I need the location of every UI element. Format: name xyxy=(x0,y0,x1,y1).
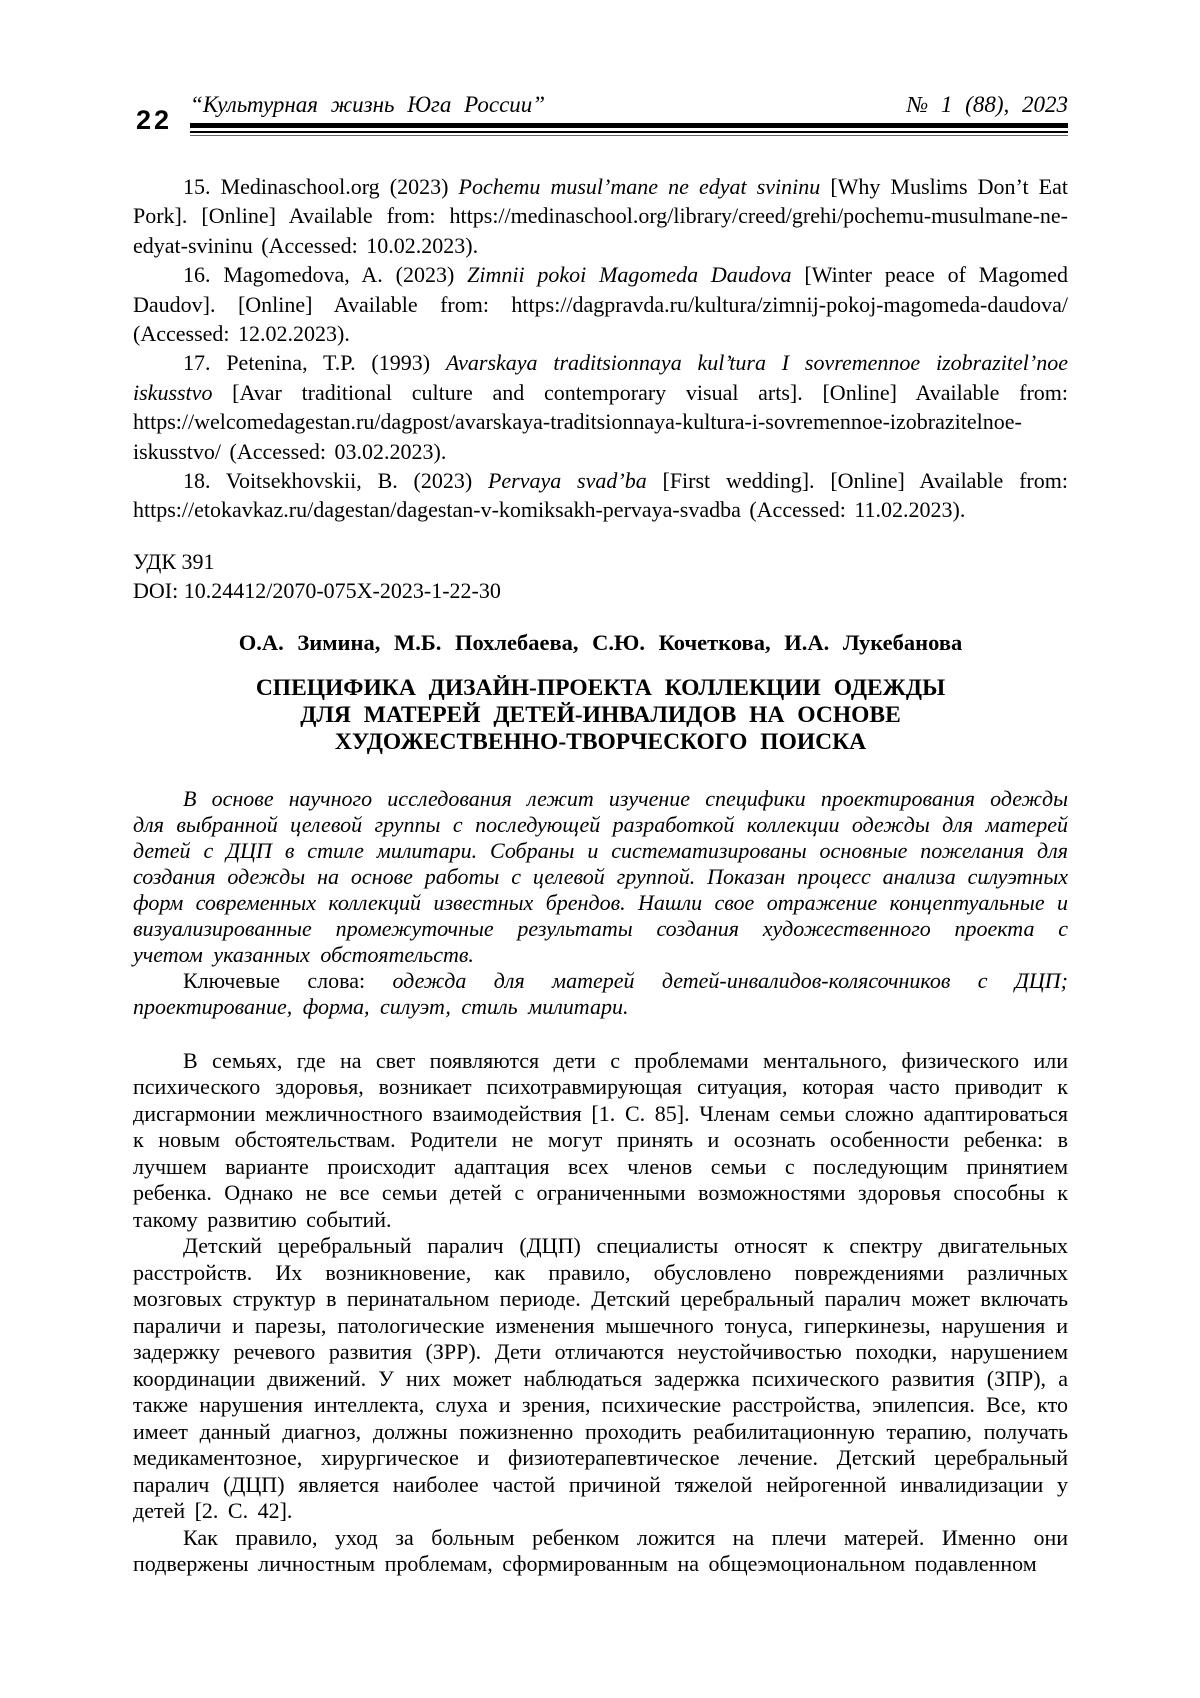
page-header xyxy=(136,92,1068,136)
rule-thick xyxy=(190,123,1068,128)
reference-item xyxy=(133,348,1068,466)
udc-code: УДК 391 xyxy=(133,548,215,574)
page-content xyxy=(133,172,1068,1578)
reference-title-italic: Pervaya svad’ba xyxy=(487,468,647,494)
article-title-line-1: СПЕЦИФИКА ДИЗАЙН-ПРОЕКТА КОЛЛЕКЦИИ ОДЕЖДЫ xyxy=(255,674,946,701)
journal-title: “Культурная жизнь Юга России” xyxy=(190,92,546,117)
abstract-text: В основе научного исследования лежит изучение специфики проектирования одежды для выбранной целевой группы с последующей разработкой коллекции одежды для матерей детей с ДЦП в стиле милитари. Собраны и систематизированы основные пожелания для создания одежды на основе работы с целевой группой. Показан процесс анализа силуэтных форм современных коллекций известных брендов. Нашли свое отражение концептуальные и визуализированные промежуточные результаты создания художественного проекта с учетом указанных обстоятельств. xyxy=(133,785,1068,967)
reference-title-italic: Avarskaya traditsionnaya kul’tura I sovremennoe izobrazitel’noe iskusstvo xyxy=(133,350,1068,405)
reference-post: [First wedding]. [Online] Available from: https://etokavkaz.ru/dagestan/dagestan-v-komiksakh-pervaya-svadba (Accessed: 11.02.2023). xyxy=(133,468,1068,523)
reference-pre: 15. Medinaschool.org (2023) xyxy=(183,174,459,199)
running-head xyxy=(190,92,1068,118)
reference-item xyxy=(133,172,1068,260)
rule-hair xyxy=(190,135,1068,136)
body-paragraph: Детский церебральный паралич (ДЦП) специалисты относят к спектру двигательных расстройств. Их возникновение, как правило, обусловлено повреждениями различных мозговых структур в перинатальном периоде. Детский церебральный паралич может включать параличи и парезы, патологические изменения мышечного тонуса, гиперкинезы, нарушения и задержку речевого развития (ЗРР). Дети отличаются неустойчивостью походки, нарушением координации движений. У них может наблюдаться задержка психического развития (ЗПР), а также нарушения интеллекта, слуха и зрения, психические расстройства, эпилепсия. Все, кто имеет данный диагноз, должны пожизненно проходить реабилитационную терапию, получать медикаментозное, хирургическое и физиотерапевтическое лечение. Детский церебральный паралич (ДЦП) является наиболее частой причиной тяжелой нейрогенной инвалидизации у детей [2. С. 42]. xyxy=(133,1233,1068,1524)
body-paragraph: Как правило, уход за больным ребенком ложится на плечи матерей. Именно они подвержены личностным проблемам, сформированным на общеэмоциональном подавленном xyxy=(133,1524,1068,1577)
header-main xyxy=(190,92,1068,136)
article-title-line-2: ДЛЯ МАТЕРЕЙ ДЕТЕЙ-ИНВАЛИДОВ НА ОСНОВЕ xyxy=(300,701,901,728)
reference-post: [Why Muslims Don’t Eat Pork]. [Online] Available from: https://medinaschool.org/library/creed/grehi/pochemu-musulmane-ne-edyat-svininu (Accessed: 10.02.2023). xyxy=(133,174,1068,258)
keywords-text: одежда для матерей детей-инвалидов-колясочников с ДЦП; проектирование, форма, силуэт, стиль милитари. xyxy=(133,967,1069,1019)
rule-thin xyxy=(190,131,1068,133)
keywords-line xyxy=(133,968,1068,1020)
reference-pre: 18. Voitsekhovskii, B. (2023) xyxy=(183,468,488,494)
issue-info: № 1 (88), 2023 xyxy=(906,92,1068,117)
authors-line: О.А. Зимина, М.Б. Похлебаева, С.Ю. Кочеткова, И.А. Лукебанова xyxy=(238,629,963,655)
article-title xyxy=(133,675,1068,756)
reference-item xyxy=(133,260,1068,348)
body-paragraph: В семьях, где на свет появляются дети с проблемами ментального, физического или психического здоровья, возникает психотравмирующая ситуация, которая часто приводит к дисгармонии межличностного взаимодействия [1. С. 85]. Членам семьи сложно адаптироваться к новым обстоятельствам. Родители не могут принять и осознать особенности ребенка: в лучшем варианте происходит адаптация всех членов семьи с последующим принятием ребенка. Однако не все семьи детей с ограниченными возможностями здоровья способны к такому развитию событий. xyxy=(133,1047,1068,1232)
reference-list xyxy=(133,172,1068,525)
reference-post: [Winter peace of Magomed Daudov]. [Online] Available from: https://dagpravda.ru/kultura/zimnij-pokoj-magomeda-daudova/ (Accessed: 12.02.2023). xyxy=(133,262,1068,347)
reference-post: [Avar traditional culture and contemporary visual arts]. [Online] Available from: https://welcomedagestan.ru/dagpost/avarskaya-traditsionnaya-kultura-i-sovremennoe-izobrazitelnoe-iskusstvo/ (Accessed: 03.02.2023). xyxy=(133,379,1068,464)
article-body xyxy=(133,1048,1068,1578)
article-title-line-3: ХУДОЖЕСТВЕННО-ТВОРЧЕСКОГО ПОИСКА xyxy=(334,728,867,755)
reference-title-italic: Pochemu musul’mane ne edyat svininu xyxy=(458,174,821,199)
keywords-label: Ключевые слова: xyxy=(183,967,393,993)
reference-pre: 17. Petenina, T.P. (1993) xyxy=(183,350,446,376)
doi-code: DOI: 10.24412/2070-075X-2023-1-22-30 xyxy=(133,578,501,604)
page-number: 22 xyxy=(136,105,173,135)
reference-pre: 16. Magomedova, A. (2023) xyxy=(183,262,468,288)
header-rule xyxy=(190,123,1068,136)
reference-item xyxy=(133,466,1068,525)
reference-title-italic: Zimnii pokoi Magomeda Daudova xyxy=(467,262,792,288)
